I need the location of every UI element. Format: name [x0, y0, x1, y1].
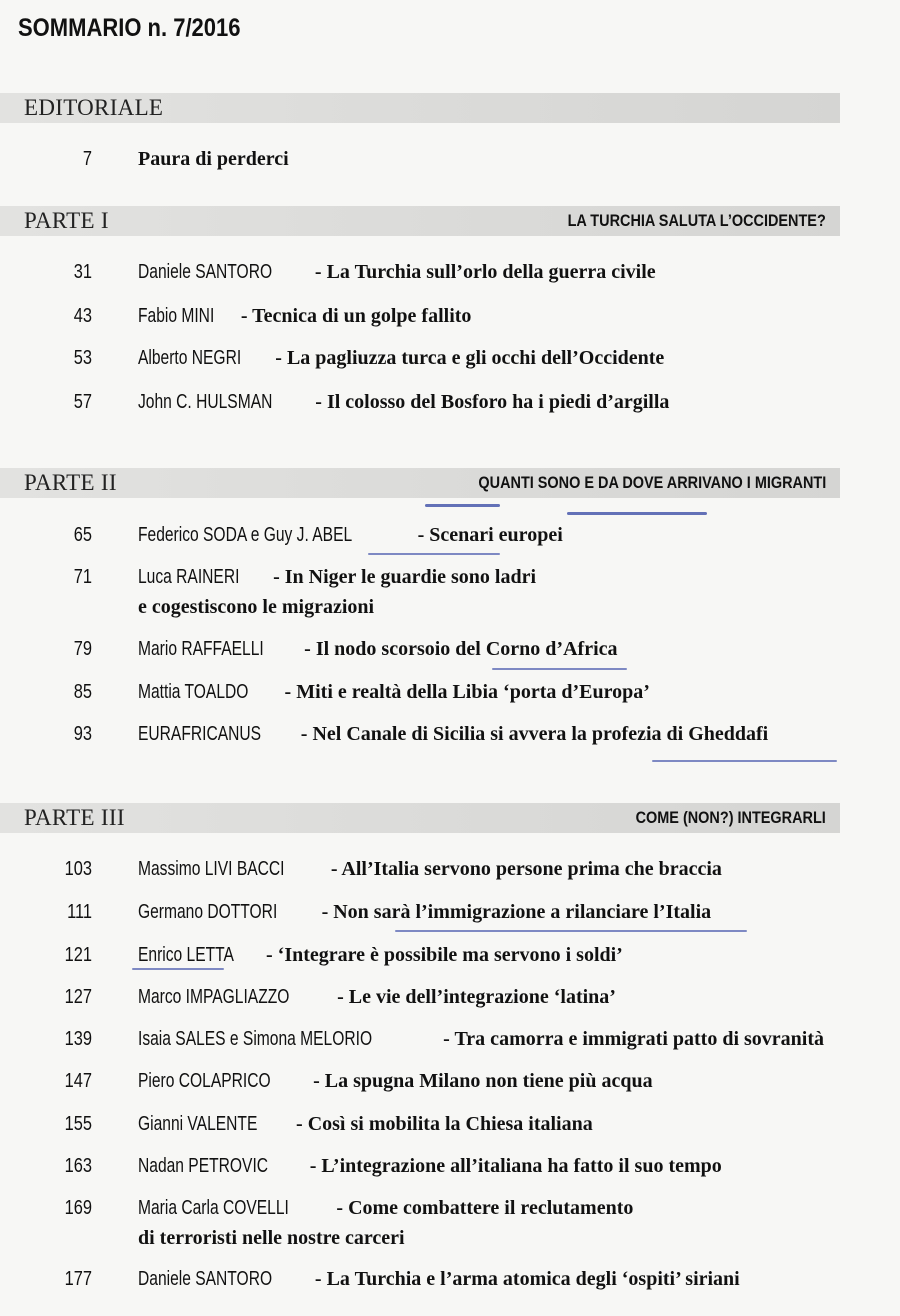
page-number: 147 [64, 1070, 92, 1092]
entry-title: Nel Canale di Sicilia si avvera la profezia di Gheddafi [312, 723, 769, 745]
page-number: 163 [64, 1155, 92, 1177]
page-number: 31 [73, 261, 92, 283]
section-label: PARTE II [24, 470, 117, 495]
entry-title: La spugna Milano non tiene più acqua [324, 1070, 653, 1092]
page-number: 93 [73, 723, 92, 745]
entry-author: Federico SODA e Guy J. ABEL [138, 524, 353, 546]
entry-title: Paura di perderci [138, 148, 289, 170]
entry-title-continued: di terroristi nelle nostre carceri [138, 1227, 405, 1249]
section-label: EDITORIALE [24, 95, 164, 120]
section-theme: QUANTI SONO E DA DOVE ARRIVANO I MIGRANTI [478, 473, 826, 492]
entry-author: John C. HULSMAN [138, 391, 273, 413]
entry-title: La pagliuzza turca e gli occhi dell’Occidente [286, 347, 665, 369]
entry-title: Scenari europei [429, 524, 563, 546]
entry-author: Fabio MINI [138, 305, 215, 327]
page-number: 57 [73, 391, 92, 413]
page-number: 111 [67, 901, 92, 923]
pen-underline-mark [132, 968, 224, 970]
pen-underline-mark [425, 504, 500, 507]
entry-title: ‘Integrare è possibile ma servono i soldi’ [277, 944, 623, 966]
entry-title: La Turchia e l’arma atomica degli ‘ospiti’ siriani [326, 1268, 740, 1290]
entry-title: L’integrazione all’italiana ha fatto il suo tempo [321, 1155, 722, 1177]
page-title: SOMMARIO n. 7/2016 [18, 14, 241, 42]
page-number: 127 [64, 986, 92, 1008]
entry-title: Le vie dell’integrazione ‘latina’ [348, 986, 616, 1008]
entry-author: Nadan PETROVIC [138, 1155, 269, 1177]
pen-underline-mark [652, 760, 837, 762]
entry-title: Non sarà l’immigrazione a rilanciare l’Italia [333, 901, 712, 923]
entry-title: Così si mobilita la Chiesa italiana [307, 1113, 593, 1135]
page-number: 177 [64, 1268, 92, 1290]
pen-underline-mark [395, 930, 747, 932]
section-bar-editoriale [0, 93, 840, 123]
entry-title: Il nodo scorsoio del Corno d’Africa [315, 638, 618, 660]
page-number: 79 [73, 638, 92, 660]
section-bar-parte-2 [0, 468, 840, 498]
entry-title: Tra camorra e immigrati patto di sovranità [454, 1028, 825, 1050]
page-number: 71 [73, 566, 92, 588]
entry-author: Alberto NEGRI [138, 347, 242, 369]
entry-author: Piero COLAPRICO [138, 1070, 271, 1092]
entry-title: In Niger le guardie sono ladri [284, 566, 537, 588]
entry-author: Maria Carla COVELLI [138, 1197, 289, 1219]
entry-author: Isaia SALES e Simona MELORIO [138, 1028, 373, 1050]
page-number: 103 [64, 858, 92, 880]
entry-author: Marco IMPAGLIAZZO [138, 986, 290, 1008]
entry-author: Daniele SANTORO [138, 261, 273, 283]
entry-title: Come combattere il reclutamento [348, 1197, 634, 1219]
section-bar-parte-1 [0, 206, 840, 236]
entry-author: Massimo LIVI BACCI [138, 858, 285, 880]
pen-underline-mark [567, 512, 707, 515]
page-number: 43 [73, 305, 92, 327]
pen-underline-mark [368, 553, 500, 555]
section-theme: COME (NON?) INTEGRARLI [635, 808, 826, 827]
entry-author: Mario RAFFAELLI [138, 638, 264, 660]
page-number: 169 [64, 1197, 92, 1219]
entry-title: Tecnica di un golpe fallito [252, 305, 472, 327]
entry-author: Mattia TOALDO [138, 681, 249, 703]
page-number: 7 [82, 148, 92, 170]
entry-author: Luca RAINERI [138, 566, 240, 588]
entry-title-continued: e cogestiscono le migrazioni [138, 596, 375, 618]
page-number: 53 [73, 347, 92, 369]
section-bar-parte-3 [0, 803, 840, 833]
page-number: 121 [64, 944, 92, 966]
page-number: 155 [64, 1113, 92, 1135]
page-number: 65 [73, 524, 92, 546]
section-theme: LA TURCHIA SALUTA L’OCCIDENTE? [567, 211, 826, 230]
page-number: 85 [73, 681, 92, 703]
entry-title: La Turchia sull’orlo della guerra civile [326, 261, 656, 283]
entry-author: Enrico LETTA [138, 944, 234, 966]
entry-title: All’Italia servono persone prima che braccia [341, 858, 722, 880]
entry-title: Il colosso del Bosforo ha i piedi d’argilla [326, 391, 670, 413]
page-number: 139 [64, 1028, 92, 1050]
section-label: PARTE III [24, 805, 125, 830]
pen-underline-mark [492, 668, 627, 670]
entry-title: Miti e realtà della Libia ‘porta d’Europa’ [296, 681, 650, 703]
entry-author: EURAFRICANUS [138, 723, 262, 745]
entry-author: Germano DOTTORI [138, 901, 278, 923]
section-label: PARTE I [24, 208, 109, 233]
entry-author: Gianni VALENTE [138, 1113, 258, 1135]
entry-author: Daniele SANTORO [138, 1268, 273, 1290]
